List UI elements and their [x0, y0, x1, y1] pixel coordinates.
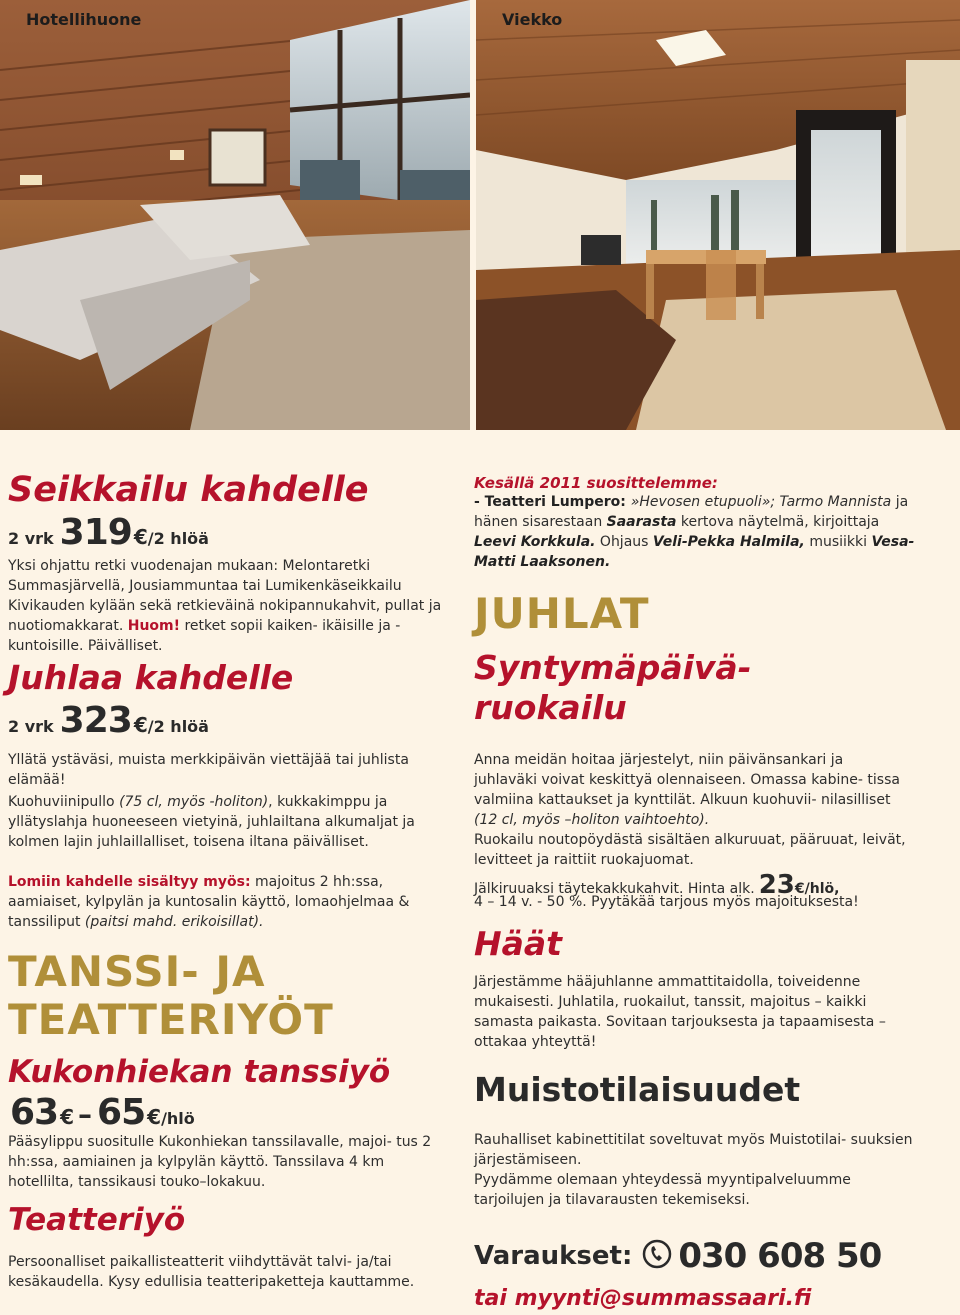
haat-text: Järjestämme hääjuhlanne ammattitaidolla, toiveidenne mukaisesti. Juhlatila, ruokailut, tanssit, majoitus – kaikki samasta paikasta. Sovitaan tarjouksesta ja tapaamisesta – ottakaa yhteyttä! — [474, 974, 886, 1050]
phone-number[interactable]: 030 608 50 — [678, 1236, 882, 1276]
tanssi-title: Kukonhiekan tanssiyö — [8, 1054, 391, 1090]
euro-symbol: € — [133, 713, 148, 737]
viekko-photo — [476, 0, 960, 430]
kesalla-label: Kesällä 2011 suosittelemme: — [474, 474, 718, 492]
juhlat-text-1: Anna meidän hoitaa järjestelyt, niin päivänsankari ja juhlaväki voivat keskittyä olennaiseen. Omassa kabine- tissa valmiina kattaukset ja kynttilät. Alkuun kuohuvii- nilasilliset (12 cl, myös –holiton vaihtoehto). — [474, 752, 900, 828]
seikkailu-text: Yksi ohjattu retki vuodenajan mukaan: Melontaretki Summasjärvellä, Jousiammuntaa tai Lumikenkäseikkailu Kivikauden kylään sekä retkieväinä nokipannukahvit, pullat ja nuotiomakkarat. Huom! retket sopii kaiken- ikäisille ja -kuntoisille. Päivälliset. — [8, 558, 442, 654]
juhlaa-price-value: 323 — [59, 700, 132, 741]
viekko-label: Viekko — [502, 10, 563, 29]
seikkailu-price — [8, 512, 209, 553]
tanssi-heading: TANSSI- JA TEATTERIYÖT — [8, 947, 334, 1044]
email-link[interactable]: myynti@summassaari.fi — [514, 1286, 812, 1311]
euro-symbol: € — [147, 1105, 162, 1129]
seikkailu-duration: 2 vrk — [8, 529, 54, 548]
euro-symbol: € — [133, 525, 148, 549]
haat-title: Häät — [474, 924, 562, 963]
juhlaa-includes: Lomiin kahdelle sisältyy myös: majoitus 2 hh:ssa, aamiaiset, kylpylän ja kuntosalin käyttö, lomaohjelmaa & tanssiliput (paitsi mahd. erikoisillat). — [8, 874, 410, 930]
tanssi-price-2: 65 — [97, 1092, 146, 1133]
juhlaa-title: Juhlaa kahdelle — [8, 658, 294, 697]
kesalla-text: - Teatteri Lumpero: »Hevosen etupuoli»; Tarmo Mannista ja hänen sisarestaan Saarasta kertova näytelmä, kirjoittaja Leevi Korkkula. Ohjaus Veli-Pekka Halmila, musiikki Vesa-Matti Laaksonen. — [474, 494, 915, 570]
juhlat-text-4: 4 – 14 v. - 50 %. Pyytäkää tarjous myös majoituksesta! — [474, 894, 859, 910]
seikkailu-price-value: 319 — [59, 512, 132, 553]
juhlat-price-line: Jälkiruuaksi täytekakkukahvit. Hinta alk. 23 € /hlö, — [474, 870, 840, 900]
juhlat-text-2: Ruokailu noutopöydästä sisältäen alkuruuat, pääruuat, leivät, levitteet ja raittiit ruokajuomat. — [474, 832, 906, 868]
juhlaa-price — [8, 700, 209, 741]
tanssi-price: 63 € – 65 € /hlö — [10, 1092, 195, 1133]
juhlaa-intro: Yllätä ystäväsi, muista merkkipäivän viettäjää tai juhlista elämää! — [8, 752, 409, 788]
juhlaa-duration: 2 vrk — [8, 717, 54, 736]
contact-email: tai myynti@summassaari.fi — [474, 1286, 812, 1311]
tanssi-per: /hlö — [161, 1109, 195, 1128]
hotel-room-photo — [0, 0, 470, 430]
muisto-text-1: Rauhalliset kabinettitilat soveltuvat myös Muistotilai- suuksien järjestämiseen. — [474, 1132, 913, 1168]
juhlaa-text: Kuohuviinipullo (75 cl, myös -holiton), kukkakimppu ja yllätyslahja huoneeseen vietyinä, juhlailtana alkumaljat ja kolmen lajin juhlaillalliset, toisena iltana päivälliset. — [8, 794, 415, 850]
euro-symbol: € — [794, 881, 805, 897]
viekko-image — [476, 0, 960, 430]
muisto-title: Muistotilaisuudet — [474, 1070, 801, 1109]
juhlat-title: Syntymäpäivä- ruokailu — [474, 648, 752, 727]
tanssi-price-1: 63 — [10, 1092, 59, 1133]
phone-icon — [642, 1239, 672, 1273]
juhlat-price: 23 — [758, 870, 795, 900]
hotel-room-image — [0, 0, 470, 430]
tanssi-text: Pääsylippu suositulle Kukonhiekan tanssilavalle, majoi- tus 2 hh:ssa, aamiainen ja kylpylän käyttö. Tanssilava 4 km hotellilta, tanssikausi touko–lokakuu. — [8, 1134, 432, 1190]
hotel-room-label: Hotellihuone — [26, 10, 142, 29]
contact-phone — [474, 1236, 881, 1276]
teatteri-title: Teatteriyö — [8, 1202, 186, 1238]
euro-symbol: € — [60, 1105, 75, 1129]
varaukset-label: Varaukset: — [474, 1241, 633, 1271]
seikkailu-per: /2 hlöä — [147, 529, 209, 548]
juhlaa-per: /2 hlöä — [147, 717, 209, 736]
seikkailu-title: Seikkailu kahdelle — [8, 470, 369, 510]
juhlat-heading: JUHLAT — [474, 589, 650, 638]
muisto-text-2: Pyydämme olemaan yhteydessä myyntipalveluumme tarjoilujen ja tilavarausten tekemiseksi. — [474, 1172, 851, 1208]
teatteri-text: Persoonalliset paikallisteatterit viihdyttävät talvi- ja/tai kesäkaudella. Kysy edullisia teatteripaketteja kauttamme. — [8, 1254, 415, 1290]
